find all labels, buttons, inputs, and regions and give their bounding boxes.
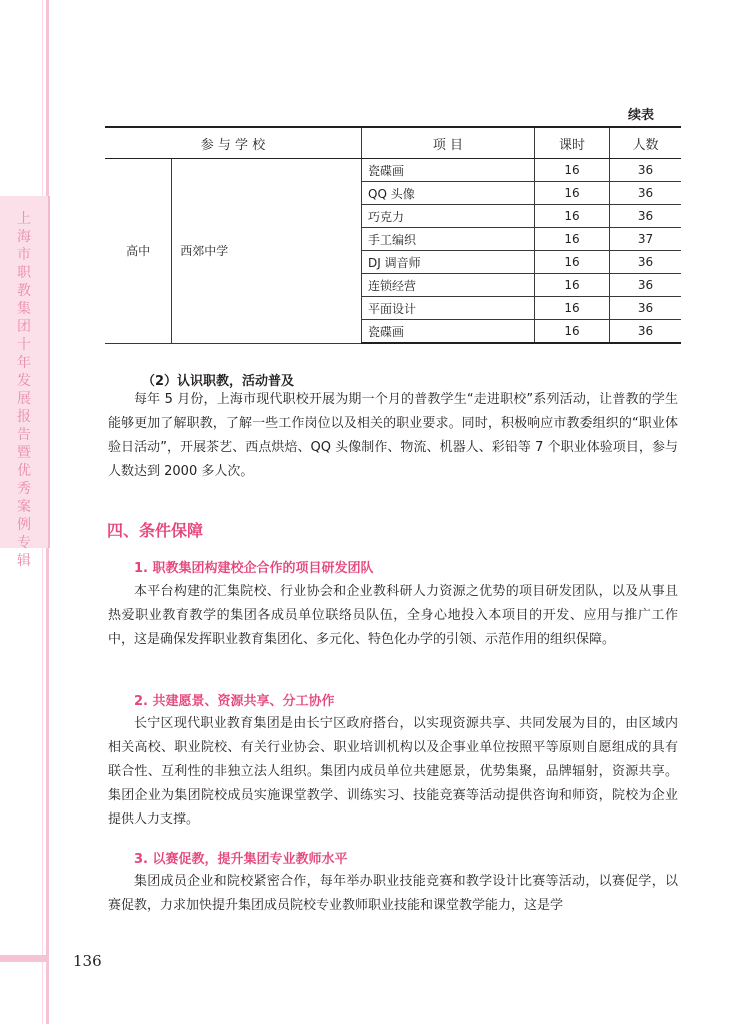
cell-hours: 16 <box>535 182 610 205</box>
side-title-char: 优 <box>17 463 31 479</box>
side-title-char: 案 <box>17 499 31 515</box>
side-title-char: 辑 <box>17 553 31 569</box>
side-title-char: 上 <box>17 211 31 227</box>
section-title: 四、条件保障 <box>107 521 204 540</box>
cell-people: 37 <box>610 228 682 251</box>
cell-project: DJ 调音师 <box>362 251 535 274</box>
side-title-char: 告 <box>17 427 31 443</box>
cell-people: 36 <box>610 159 682 182</box>
cell-project: 手工编织 <box>362 228 535 251</box>
paragraph-activities: 每年 5 月份，上海市现代职校开展为期一个月的普教学生“走进职校”系列活动，让普教的学生能够更加了解职教，了解一些工作岗位以及相关的职业要求。同时，积极响应市教委组织的“职业体验日活动”，开展茶艺、西点烘焙、QQ 头像制作、物流、机器人、彩铅等 7 个职业体验项目，参与人数达到 2000 多人次。 <box>108 392 678 479</box>
cell-project: 连锁经营 <box>362 274 535 297</box>
side-title-char: 报 <box>17 409 31 425</box>
table-header-row <box>105 127 681 159</box>
side-title-char: 集 <box>17 301 31 317</box>
side-title-char: 例 <box>17 517 31 533</box>
item-heading-2: 2. 共建愿景、资源共享、分工协作 <box>134 694 335 709</box>
cell-hours: 16 <box>535 228 610 251</box>
table-continued-label: 续表 <box>628 108 655 123</box>
paragraph-team: 本平台构建的汇集院校、行业协会和企业教科研人力资源之优势的项目研发团队，以及从事且热爱职业教育教学的集团各成员单位联络员队伍，全身心地投入本项目的开发、应用与推广工作中，这是确保发挥职业教育集团化、多元化、特色化办学的引领、示范作用的组织保障。 <box>108 584 678 647</box>
side-title-char: 海 <box>17 229 31 245</box>
cell-people: 36 <box>610 297 682 320</box>
cell-project: 瓷碟画 <box>362 320 535 344</box>
course-table <box>105 126 681 344</box>
side-title-char: 十 <box>17 337 31 353</box>
side-title-char: 团 <box>17 319 31 335</box>
cell-level: 高中 <box>105 159 172 344</box>
side-title-char: 暨 <box>17 445 31 461</box>
side-title-char: 市 <box>17 247 31 263</box>
cell-people: 36 <box>610 274 682 297</box>
cell-project: 巧克力 <box>362 205 535 228</box>
header-school: 参 与 学 校 <box>105 127 362 159</box>
side-title-char: 发 <box>17 373 31 389</box>
sub-heading: （2）认识职教，活动普及 <box>142 374 295 389</box>
side-title-char: 展 <box>17 391 31 407</box>
cell-people: 36 <box>610 205 682 228</box>
side-title-char: 年 <box>17 355 31 371</box>
item-heading-1: 1. 职教集团构建校企合作的项目研发团队 <box>134 561 374 576</box>
side-title-char: 秀 <box>17 481 31 497</box>
paragraph-group: 长宁区现代职业教育集团是由长宁区政府搭台，以实现资源共享、共同发展为目的，由区域内相关高校、职业院校、有关行业协会、职业培训机构以及企事业单位按照平等原则自愿组成的具有联合性、互利性的非独立法人组织。集团内成员单位共建愿景，优势集聚，品牌辐射，资源共享。集团企业为集团院校成员实施课堂教学、训练实习、技能竞赛等活动提供咨询和师资，院校为企业提供人力支撑。 <box>108 716 678 827</box>
page-number: 136 <box>73 952 102 970</box>
side-vertical-title <box>14 210 34 570</box>
side-title-char: 职 <box>17 265 31 281</box>
cell-people: 36 <box>610 251 682 274</box>
cell-hours: 16 <box>535 251 610 274</box>
side-title-char: 专 <box>17 535 31 551</box>
header-people: 人数 <box>610 127 682 159</box>
cell-hours: 16 <box>535 274 610 297</box>
table-body <box>105 159 681 344</box>
cell-project: 平面设计 <box>362 297 535 320</box>
cell-hours: 16 <box>535 320 610 344</box>
cell-people: 36 <box>610 320 682 344</box>
header-project: 项 目 <box>362 127 535 159</box>
cell-school: 西郊中学 <box>172 159 362 344</box>
cell-hours: 16 <box>535 205 610 228</box>
table-row <box>105 159 681 182</box>
cell-hours: 16 <box>535 297 610 320</box>
header-hours: 课时 <box>535 127 610 159</box>
paragraph-competition: 集团成员企业和院校紧密合作，每年举办职业技能竞赛和教学设计比赛等活动，以赛促学，以赛促教，力求加快提升集团成员院校专业教师职业技能和课堂教学能力，这是学 <box>108 874 678 913</box>
cell-project: QQ 头像 <box>362 182 535 205</box>
cell-people: 36 <box>610 182 682 205</box>
side-title-char: 教 <box>17 283 31 299</box>
page-number-bar <box>0 955 48 962</box>
cell-project: 瓷碟画 <box>362 159 535 182</box>
item-heading-3: 3. 以赛促教，提升集团专业教师水平 <box>134 852 348 867</box>
cell-hours: 16 <box>535 159 610 182</box>
